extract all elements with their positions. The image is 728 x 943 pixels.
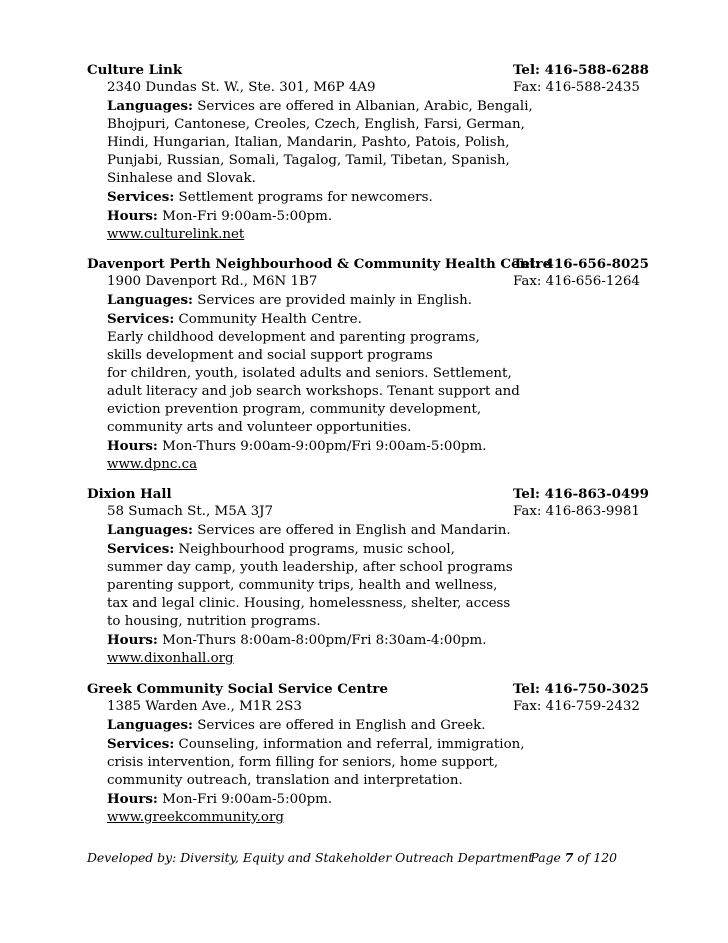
directory-entry-culture-link <box>87 61 647 244</box>
entry-body <box>107 273 647 474</box>
languages-text: Services are offered in English and Mandarin. <box>192 523 511 538</box>
directory-entry-greek-community <box>87 680 647 827</box>
services-text: adult literacy and job search workshops. Tenant support and <box>107 384 520 399</box>
entry-fax: Fax: 416-656-1264 <box>513 274 640 289</box>
services-text: for children, youth, isolated adults and seniors. Settlement, <box>107 366 512 381</box>
footer-page-number <box>530 849 617 867</box>
entry-contact <box>513 255 649 291</box>
entry-fax: Fax: 416-759-2432 <box>513 699 640 714</box>
languages-label: Languages: <box>107 292 193 308</box>
services-text: Community Health Centre. <box>174 312 362 327</box>
services-label: Services: <box>107 541 175 557</box>
languages-text: Punjabi, Russian, Somali, Tagalog, Tamil, Tibetan, Spanish, <box>107 153 510 168</box>
entry-services <box>107 310 647 329</box>
languages-label: Languages: <box>107 98 193 114</box>
directory-entry-dixion-hall <box>87 485 647 668</box>
hours-text: Mon-Fri 9:00am-5:00pm. <box>157 792 333 807</box>
entry-services <box>107 188 647 207</box>
services-text: Early childhood development and parenting programs, <box>107 330 480 345</box>
entry-contact <box>513 680 649 716</box>
entry-name: Greek Community Social Service Centre <box>87 681 388 697</box>
website-link[interactable]: www.dixonhall.org <box>107 651 234 666</box>
entry-tel: Tel: 416-656-8025 <box>513 256 649 272</box>
services-text: community outreach, translation and interpretation. <box>107 773 463 788</box>
page-prefix: Page <box>530 850 565 865</box>
services-text: tax and legal clinic. Housing, homelessness, shelter, access <box>107 596 511 611</box>
languages-label: Languages: <box>107 717 193 733</box>
services-text: parenting support, community trips, health and wellness, <box>107 578 498 593</box>
languages-text: Services are offered in English and Greek. <box>192 718 486 733</box>
entry-languages <box>107 521 647 540</box>
hours-text: Mon-Thurs 9:00am-9:00pm/Fri 9:00am-5:00pm. <box>157 439 487 454</box>
languages-text: Services are offered in Albanian, Arabic, Bengali, <box>192 99 533 114</box>
services-text: eviction prevention program, community development, <box>107 402 482 417</box>
entry-address: 58 Sumach St., M5A 3J7 <box>107 504 274 519</box>
hours-label: Hours: <box>107 791 158 807</box>
entry-name: Culture Link <box>87 62 183 78</box>
entry-address: 1900 Davenport Rd., M6N 1B7 <box>107 274 318 289</box>
services-text: summer day camp, youth leadership, after school programs <box>107 560 513 575</box>
services-label: Services: <box>107 189 175 205</box>
entry-tel: Tel: 416-750-3025 <box>513 681 649 697</box>
services-text: Counseling, information and referral, immigration, <box>174 737 525 752</box>
entry-languages <box>107 291 647 310</box>
entry-body <box>107 79 647 244</box>
page-suffix: of 120 <box>573 850 617 865</box>
entry-hours <box>107 631 647 650</box>
services-text: community arts and volunteer opportunities. <box>107 420 412 435</box>
entry-tel: Tel: 416-863-0499 <box>513 486 649 502</box>
entry-address: 1385 Warden Ave., M1R 2S3 <box>107 699 302 714</box>
languages-text: Bhojpuri, Cantonese, Creoles, Czech, English, Farsi, German, <box>107 117 525 132</box>
entry-tel: Tel: 416-588-6288 <box>513 62 649 78</box>
footer-department: Developed by: Diversity, Equity and Stakeholder Outreach Department <box>87 850 534 865</box>
services-text: to housing, nutrition programs. <box>107 614 321 629</box>
entry-name: Davenport Perth Neighbourhood & Community Health Centre <box>87 256 552 272</box>
hours-label: Hours: <box>107 208 158 224</box>
website-link[interactable]: www.greekcommunity.org <box>107 810 284 825</box>
entry-hours <box>107 207 647 226</box>
entry-body <box>107 503 647 668</box>
entry-languages <box>107 716 647 735</box>
directory-entry-davenport-perth <box>87 255 647 474</box>
services-label: Services: <box>107 736 175 752</box>
languages-text: Sinhalese and Slovak. <box>107 171 256 186</box>
services-text: crisis intervention, form filling for seniors, home support, <box>107 755 499 770</box>
entry-contact <box>513 485 649 521</box>
services-text: Settlement programs for newcomers. <box>174 190 433 205</box>
entry-hours <box>107 437 647 456</box>
website-link[interactable]: www.culturelink.net <box>107 227 245 242</box>
hours-label: Hours: <box>107 438 158 454</box>
entry-fax: Fax: 416-863-9981 <box>513 504 640 519</box>
entry-body <box>107 698 647 827</box>
services-text: skills development and social support programs <box>107 348 433 363</box>
entry-services <box>107 540 647 559</box>
hours-label: Hours: <box>107 632 158 648</box>
languages-label: Languages: <box>107 522 193 538</box>
languages-text: Services are provided mainly in English. <box>192 293 473 308</box>
entry-languages <box>107 97 647 116</box>
entry-address: 2340 Dundas St. W., Ste. 301, M6P 4A9 <box>107 80 376 95</box>
entry-fax: Fax: 416-588-2435 <box>513 80 640 95</box>
page-current: 7 <box>564 850 574 865</box>
entry-hours <box>107 790 647 809</box>
hours-text: Mon-Thurs 8:00am-8:00pm/Fri 8:30am-4:00pm. <box>157 633 487 648</box>
entry-name: Dixion Hall <box>87 486 172 502</box>
entry-services <box>107 735 647 754</box>
services-label: Services: <box>107 311 175 327</box>
languages-text: Hindi, Hungarian, Italian, Mandarin, Pashto, Patois, Polish, <box>107 135 510 150</box>
services-text: Neighbourhood programs, music school, <box>174 542 455 557</box>
hours-text: Mon-Fri 9:00am-5:00pm. <box>157 209 333 224</box>
entry-contact <box>513 61 649 97</box>
website-link[interactable]: www.dpnc.ca <box>107 457 198 472</box>
